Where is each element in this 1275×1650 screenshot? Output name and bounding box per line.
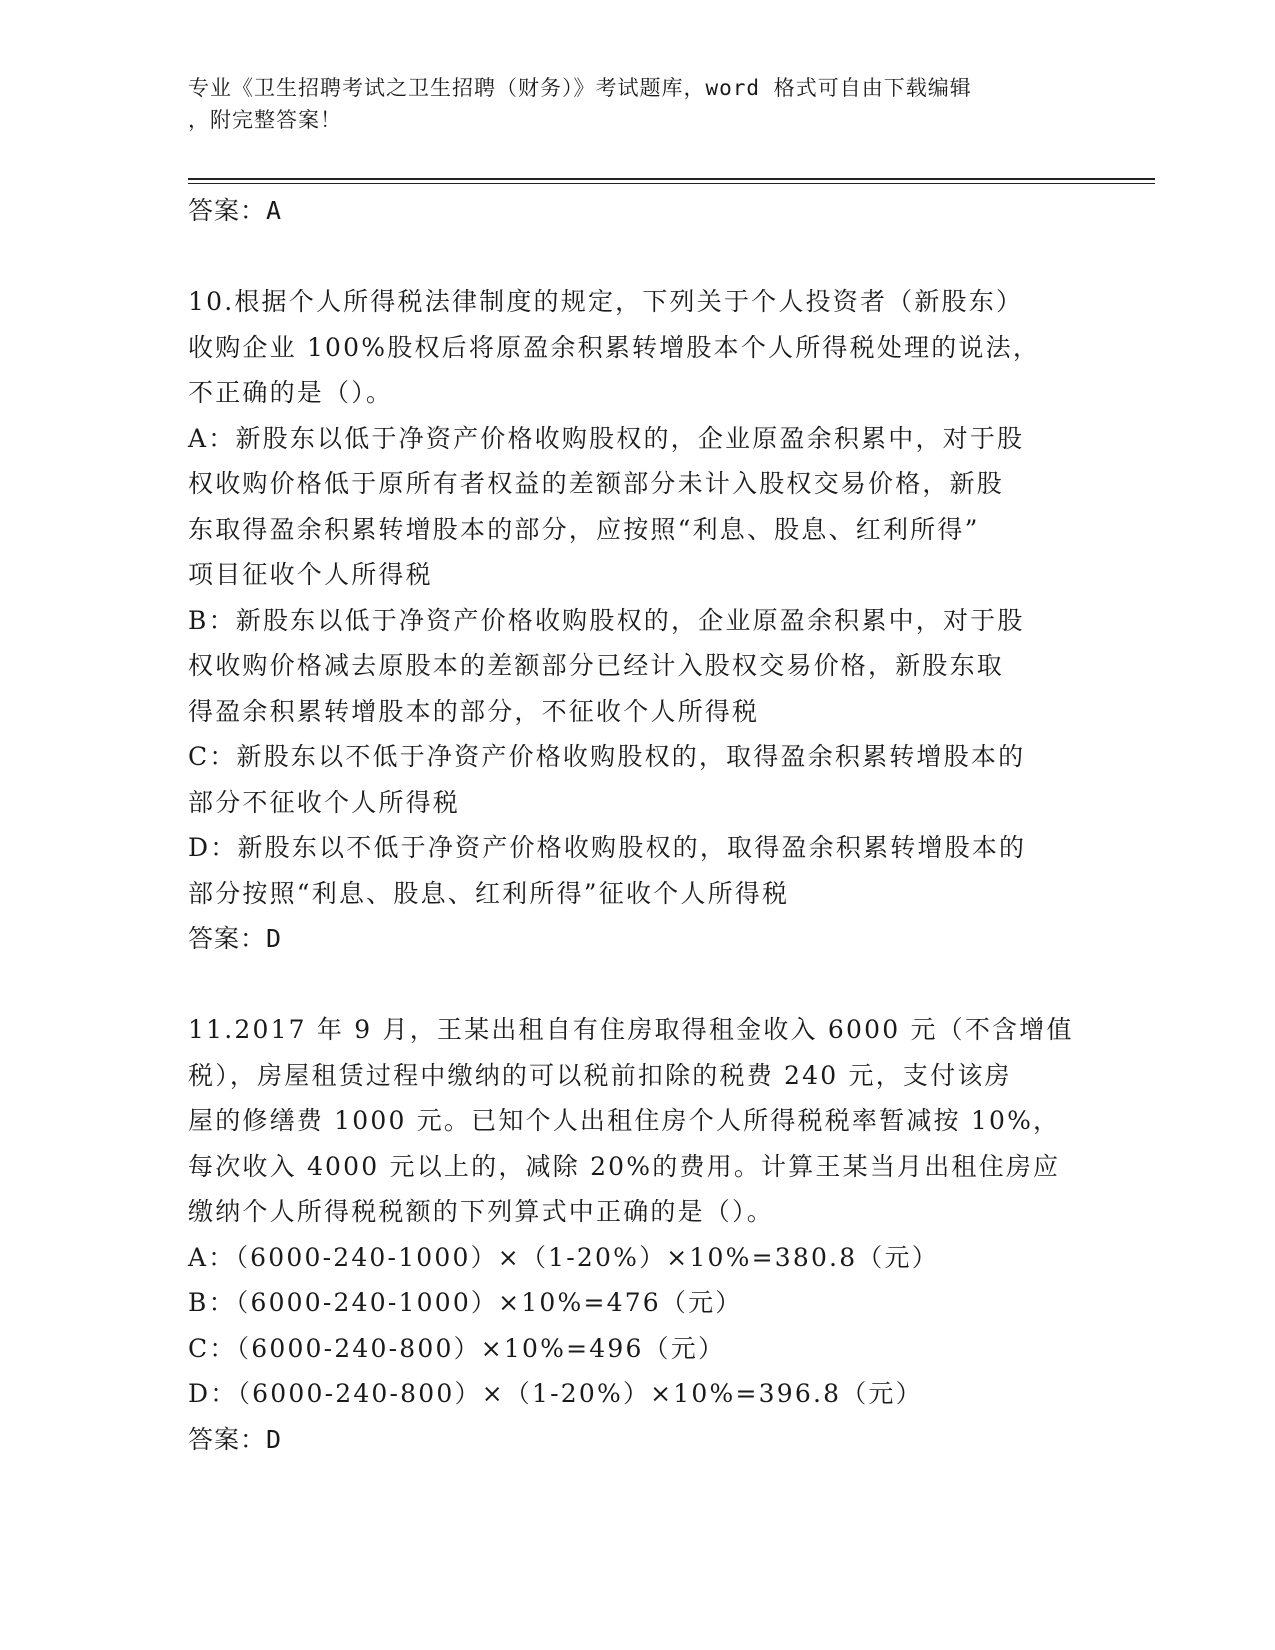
question-10-text-line: 不正确的是（）。 <box>188 378 394 407</box>
question-11-text-line: 屋的修缮费 1000 元。已知个人出租住房个人所得税税率暂减按 10%， <box>188 1106 1061 1135</box>
question-11-text-line: 缴纳个人所得税税额的下列算式中正确的是（）。 <box>188 1197 774 1226</box>
question-10 <box>188 279 1088 962</box>
page-header <box>188 72 1088 136</box>
option-line: D：新股东以不低于净资产价格收购股权的，取得盈余积累转增股本的 <box>188 833 1027 862</box>
question-11-option-d: D：（6000-240-800）×（1-20%）×10%=396.8（元） <box>188 1379 923 1408</box>
option-line: 权收购价格低于原所有者权益的差额部分未计入股权交易价格，新股 <box>188 469 1005 498</box>
spacer <box>188 962 1088 1008</box>
question-10-option-c <box>188 734 1088 825</box>
header-divider <box>188 178 1155 180</box>
question-11-option-a: A：（6000-240-1000）×（1-20%）×10%=380.8（元） <box>188 1242 939 1272</box>
question-11-option-b: B：（6000-240-1000）×10%=476（元） <box>188 1288 743 1317</box>
question-10-option-d <box>188 825 1088 916</box>
option-line: 项目征收个人所得税 <box>188 560 433 589</box>
question-content <box>188 188 1088 1462</box>
question-10-option-b <box>188 598 1088 735</box>
option-line: C：新股东以不低于净资产价格收购股权的，取得盈余积累转增股本的 <box>188 742 1026 771</box>
question-11-text-line: 11.2017 年 9 月，王某出租自有住房取得租金收入 6000 元（不含增值 <box>188 1015 1074 1044</box>
spacer <box>188 234 1088 280</box>
question-10-option-a <box>188 416 1088 598</box>
question-10-text-line: 10.根据个人所得税法律制度的规定，下列关于个人投资者（新股东） <box>188 287 1024 316</box>
option-line: 部分不征收个人所得税 <box>188 787 461 817</box>
previous-answer: 答案：A <box>188 196 283 225</box>
option-line: 东取得盈余积累转增股本的部分，应按照“利息、股息、红利所得” <box>188 514 980 544</box>
header-divider-thin <box>188 183 1155 184</box>
option-line: A：新股东以低于净资产价格收购股权的，企业原盈余积累中，对于股 <box>188 423 1025 453</box>
header-line-1: 专业《卫生招聘考试之卫生招聘（财务）》考试题库，word 格式可自由下载编辑 <box>188 76 972 100</box>
question-10-text-line: 收购企业 100%股权后将原盈余积累转增股本个人所得税处理的说法， <box>188 332 1041 362</box>
question-10-answer: 答案：D <box>188 924 283 953</box>
option-line: B：新股东以低于净资产价格收购股权的，企业原盈余积累中，对于股 <box>188 605 1025 635</box>
question-11-text-line: 税），房屋租赁过程中缴纳的可以税前扣除的税费 240 元，支付该房 <box>188 1060 1012 1090</box>
question-11-option-c: C：（6000-240-800）×10%=496（元） <box>188 1333 726 1363</box>
header-line-2: ，附完整答案！ <box>188 108 342 132</box>
question-11-text-line: 每次收入 4000 元以上的，减除 20%的费用。计算王某当月出租住房应 <box>188 1151 1061 1181</box>
question-11-answer: 答案：D <box>188 1424 283 1454</box>
option-line: 部分按照“利息、股息、红利所得”征收个人所得税 <box>188 878 790 908</box>
question-11 <box>188 1007 1088 1462</box>
option-line: 权收购价格减去原股本的差额部分已经计入股权交易价格，新股东取 <box>188 651 1005 680</box>
option-line: 得盈余积累转增股本的部分，不征收个人所得税 <box>188 696 760 726</box>
